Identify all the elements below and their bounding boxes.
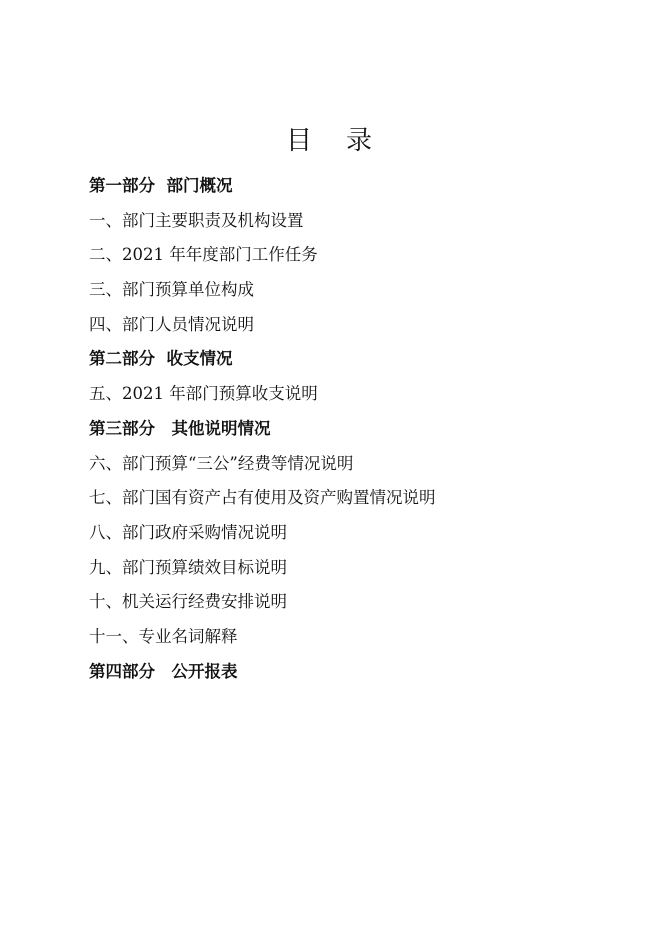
toc-item: 一、部门主要职责及机构设置 [89, 210, 304, 230]
toc-item: 九、部门预算绩效目标说明 [89, 557, 287, 577]
toc-part-heading: 第三部分 其他说明情况 [89, 418, 271, 438]
page-title: 目 录 [285, 126, 376, 156]
toc-item: 七、部门国有资产占有使用及资产购置情况说明 [89, 488, 436, 508]
toc-item: 十、机关运行经费安排说明 [89, 592, 287, 612]
toc-part-heading: 第二部分 收支情况 [89, 349, 233, 369]
toc-item: 六、部门预算“三公”经费等情况说明 [89, 453, 354, 473]
toc-item: 四、部门人员情况说明 [89, 314, 254, 334]
toc-part-heading: 第四部分 公开报表 [89, 661, 238, 681]
toc-item: 八、部门政府采购情况说明 [89, 522, 287, 542]
toc-item: 三、部门预算单位构成 [89, 280, 254, 300]
toc-item: 二、2021 年年度部门工作任务 [89, 245, 318, 265]
table-of-contents [89, 174, 589, 694]
toc-part-heading: 第一部分 部门概况 [89, 176, 233, 195]
toc-item: 五、2021 年部门预算收支说明 [89, 384, 318, 404]
toc-item: 十一、专业名词解释 [89, 626, 238, 646]
